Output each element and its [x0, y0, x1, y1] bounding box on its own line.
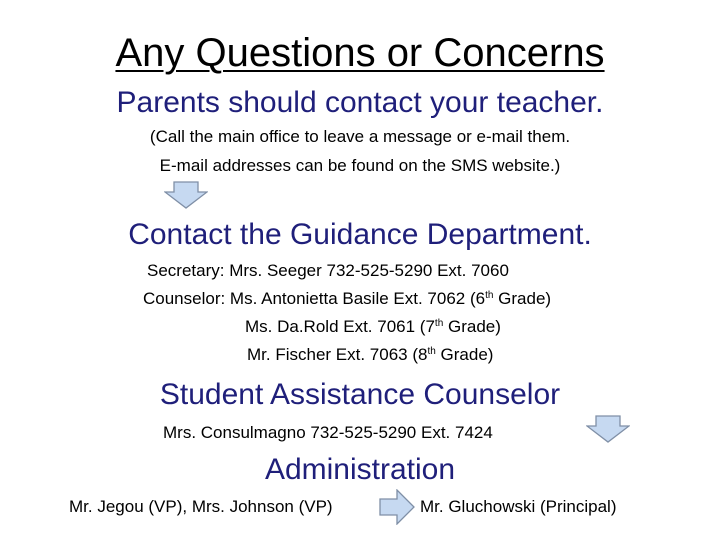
counselor-basile	[143, 288, 551, 310]
page-title-text: Any Questions or Concerns	[115, 31, 605, 75]
guidance-heading: Contact the Guidance Department.	[128, 218, 592, 251]
parents-note-line-2: E-mail addresses can be found on the SMS website.)	[159, 156, 561, 175]
secretary-contact: Secretary: Mrs. Seeger 732-525-5290 Ext. 7060	[147, 261, 509, 280]
grade-suffix: Grade)	[435, 345, 494, 364]
parents-note-line-1: (Call the main office to leave a message or e-mail them.	[149, 127, 571, 146]
ordinal-suffix: th	[427, 346, 436, 357]
sac-contact: Mrs. Consulmagno 732-525-5290 Ext. 7424	[163, 423, 493, 442]
administration-heading: Administration	[264, 453, 456, 486]
counselor-fischer	[247, 344, 493, 366]
down-arrow-icon	[586, 415, 630, 443]
ordinal-suffix: th	[485, 290, 494, 301]
counselor-fischer-text: Mr. Fischer Ext. 7063 (8	[247, 345, 428, 364]
grade-suffix: Grade)	[493, 289, 552, 308]
page-title	[0, 30, 720, 76]
grade-suffix: Grade)	[443, 317, 501, 336]
vice-principals: Mr. Jegou (VP), Mrs. Johnson (VP)	[69, 497, 333, 516]
parents-heading: Parents should contact your teacher.	[116, 86, 604, 119]
right-arrow-icon	[379, 489, 415, 525]
sac-heading: Student Assistance Counselor	[159, 378, 561, 411]
principal: Mr. Gluchowski (Principal)	[420, 497, 617, 516]
counselor-darold-text: Ms. Da.Rold Ext. 7061 (7	[245, 317, 435, 336]
counselor-darold	[245, 316, 501, 338]
counselor-basile-text: Counselor: Ms. Antonietta Basile Ext. 7062 (6	[143, 289, 486, 308]
ordinal-suffix: th	[434, 318, 444, 329]
down-arrow-icon	[164, 181, 208, 209]
